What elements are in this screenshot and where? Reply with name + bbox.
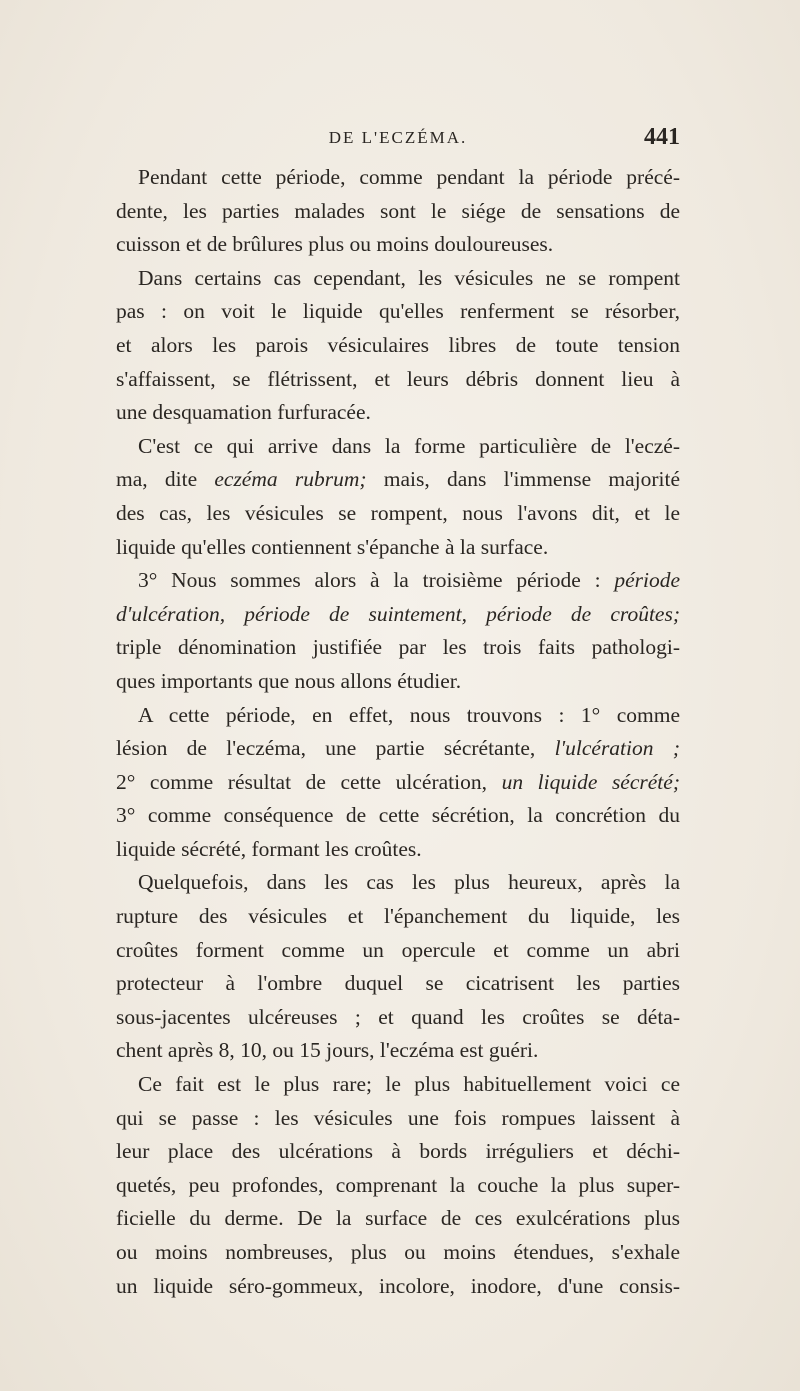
text-line: Ce fait est le plus rare; le plus habituellement voici ce xyxy=(138,1072,680,1097)
text-line: s'affaissent, se flétrissent, et leurs débris donnent lieu à xyxy=(116,366,680,391)
text-line: liquide qu'elles contiennent s'épanche à la surface. xyxy=(116,534,549,559)
text-line: sous-jacentes ulcéreuses ; et quand les croûtes se déta- xyxy=(116,1004,680,1029)
italic-term: l'ulcération ; xyxy=(554,736,680,761)
text-line: un liquide séro-gommeux, incolore, inodore, d'une consis- xyxy=(116,1273,680,1298)
text-line: A cette période, en effet, nous trouvons : 1° comme xyxy=(138,702,680,727)
text-line: cuisson et de brûlures plus ou moins douloureuses. xyxy=(116,232,554,257)
text-line: une desquamation furfuracée. xyxy=(116,400,371,425)
text-line-mixed xyxy=(116,732,680,766)
text-segment: lésion de l'eczéma, une partie sécrétante, xyxy=(116,736,555,761)
italic-term: d'ulcération, période de suintement, période de croûtes; xyxy=(116,601,680,626)
text-line: Quelquefois, dans les cas les plus heureux, après la xyxy=(138,870,680,895)
text-line: chent après 8, 10, ou 15 jours, l'eczéma est guéri. xyxy=(116,1038,539,1063)
body-text xyxy=(116,161,680,1303)
text-line: dente, les parties malades sont le siége de sensations de xyxy=(116,198,680,223)
text-line: quetés, peu profondes, comprenant la couche la plus super- xyxy=(116,1172,680,1197)
text-line: 3° comme conséquence de cette sécrétion, la concrétion du xyxy=(116,803,680,828)
text-line: liquide sécrété, formant les croûtes. xyxy=(116,836,422,861)
running-title: DE L'ECZÉMA. xyxy=(328,128,468,147)
italic-term: période xyxy=(614,568,680,593)
text-line: C'est ce qui arrive dans la forme particulière de l'eczé- xyxy=(138,433,680,458)
text-line: Dans certains cas cependant, les vésicules ne se rompent xyxy=(138,265,680,290)
italic-term: eczéma rubrum; xyxy=(214,467,367,492)
text-line-mixed xyxy=(116,564,680,598)
text-line-mixed xyxy=(116,766,680,800)
text-line: croûtes forment comme un opercule et comme un abri xyxy=(116,937,680,962)
text-segment: ma, dite xyxy=(116,467,215,492)
text-line: et alors les parois vésiculaires libres de toute tension xyxy=(116,332,680,357)
text-segment: 2° comme résultat de cette ulcération, xyxy=(116,769,502,794)
text-line: pas : on voit le liquide qu'elles renferment se résorber, xyxy=(116,299,680,324)
text-line: leur place des ulcérations à bords irréguliers et déchi- xyxy=(116,1139,680,1164)
text-line: protecteur à l'ombre duquel se cicatrisent les parties xyxy=(116,971,680,996)
italic-term: un liquide sécrété; xyxy=(501,769,680,794)
text-line: Pendant cette période, comme pendant la période précé- xyxy=(138,165,680,189)
text-line: ou moins nombreuses, plus ou moins étendues, s'exhale xyxy=(116,1240,680,1264)
page-header xyxy=(116,126,680,160)
text-line: rupture des vésicules et l'épanchement du liquide, les xyxy=(116,904,680,929)
page-number: 441 xyxy=(644,124,680,150)
text-line: des cas, les vésicules se rompent, nous l'avons dit, et le xyxy=(116,500,680,525)
text-line: ficielle du derme. De la surface de ces exulcérations plus xyxy=(116,1206,680,1231)
text-line-mixed xyxy=(116,463,680,497)
text-line: triple dénomination justifiée par les trois faits pathologi- xyxy=(116,635,680,660)
text-segment: 3° Nous sommes alors à la troisième période : xyxy=(138,568,615,593)
text-segment: mais, dans l'immense majorité xyxy=(366,467,680,492)
text-line-italic xyxy=(116,598,680,632)
text-line: ques importants que nous allons étudier. xyxy=(116,668,462,693)
text-line: qui se passe : les vésicules une fois rompues laissent à xyxy=(116,1105,680,1130)
